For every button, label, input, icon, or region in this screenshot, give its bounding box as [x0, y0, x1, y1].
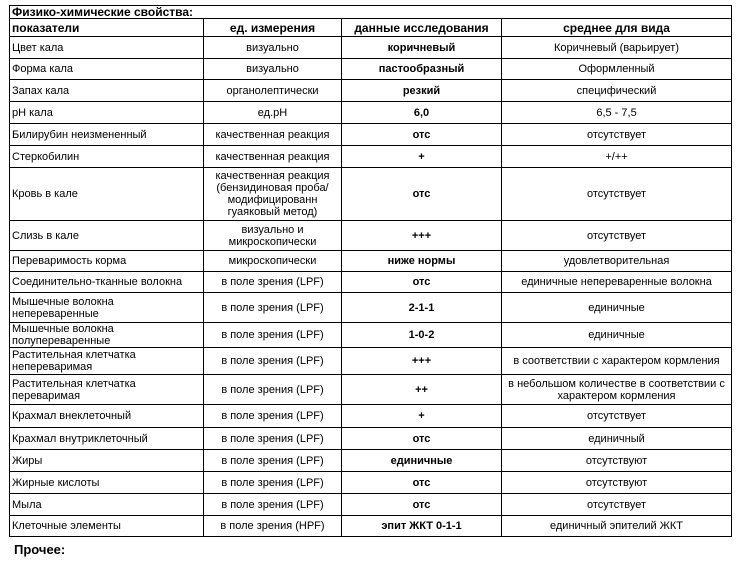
- row-result: отс: [342, 494, 502, 516]
- table-row: [10, 168, 732, 221]
- row-unit: органолептически: [204, 80, 342, 102]
- row-result: эпит ЖКТ 0-1-1: [342, 516, 502, 537]
- row-unit: визуально и микроскопически: [204, 221, 342, 251]
- physico-chemical-table: [9, 5, 732, 537]
- row-result: 1-0-2: [342, 323, 502, 348]
- row-reference: удовлетворительная: [502, 251, 732, 272]
- row-result: отс: [342, 124, 502, 146]
- table-title: Физико-химические свойства:: [10, 6, 732, 19]
- table-row: [10, 146, 732, 168]
- row-reference: единичный: [502, 428, 732, 450]
- row-reference: отсутствует: [502, 494, 732, 516]
- row-unit: в поле зрения (LPF): [204, 348, 342, 375]
- row-unit: в поле зрения (LPF): [204, 293, 342, 323]
- table-row: [10, 405, 732, 428]
- row-result: +++: [342, 348, 502, 375]
- table-row: [10, 102, 732, 124]
- row-unit: в поле зрения (LPF): [204, 494, 342, 516]
- row-reference: единичные непереваренные волокна: [502, 272, 732, 293]
- table-row: [10, 323, 732, 348]
- row-result: отс: [342, 272, 502, 293]
- row-result: отс: [342, 472, 502, 494]
- row-unit: визуально: [204, 59, 342, 80]
- row-result: коричневый: [342, 37, 502, 59]
- row-reference: в небольшом количестве в соответствии с характером кормления: [502, 375, 732, 405]
- header-indicator: показатели: [10, 19, 204, 37]
- table-row: [10, 37, 732, 59]
- row-indicator: Мышечные волокна непереваренные: [10, 293, 204, 323]
- row-indicator: Мышечные волокна полупереваренные: [10, 323, 204, 348]
- row-result: 6,0: [342, 102, 502, 124]
- row-indicator: Запах кала: [10, 80, 204, 102]
- row-reference: отсутствуют: [502, 472, 732, 494]
- row-unit: в поле зрения (LPF): [204, 375, 342, 405]
- table-row: [10, 80, 732, 102]
- row-result: ++: [342, 375, 502, 405]
- table-row: [10, 472, 732, 494]
- row-indicator: Соединительно-тканные волокна: [10, 272, 204, 293]
- row-result: +: [342, 405, 502, 428]
- row-reference: в соответствии с характером кормления: [502, 348, 732, 375]
- row-unit: качественная реакция: [204, 124, 342, 146]
- row-unit: микроскопически: [204, 251, 342, 272]
- row-unit: в поле зрения (HPF): [204, 516, 342, 537]
- table-row: [10, 221, 732, 251]
- row-indicator: Слизь в кале: [10, 221, 204, 251]
- row-indicator: Цвет кала: [10, 37, 204, 59]
- row-unit: в поле зрения (LPF): [204, 272, 342, 293]
- row-reference: отсутствует: [502, 124, 732, 146]
- row-result: отс: [342, 168, 502, 221]
- row-reference: Коричневый (варьирует): [502, 37, 732, 59]
- row-unit: качественная реакция: [204, 146, 342, 168]
- table-row: [10, 251, 732, 272]
- row-reference: 6,5 - 7,5: [502, 102, 732, 124]
- row-indicator: Мыла: [10, 494, 204, 516]
- row-reference: отсутствует: [502, 168, 732, 221]
- row-reference: единичный эпителий ЖКТ: [502, 516, 732, 537]
- table-row: [10, 124, 732, 146]
- header-unit: ед. измерения: [204, 19, 342, 37]
- row-unit: в поле зрения (LPF): [204, 428, 342, 450]
- row-unit: в поле зрения (LPF): [204, 323, 342, 348]
- row-reference: специфический: [502, 80, 732, 102]
- row-unit: качественная реакция (бензидиновая проба/модифицированн гуаяковый метод): [204, 168, 342, 221]
- row-indicator: Крахмал внутриклеточный: [10, 428, 204, 450]
- row-reference: Оформленный: [502, 59, 732, 80]
- table-row: [10, 494, 732, 516]
- row-unit: ед.pH: [204, 102, 342, 124]
- row-reference: отсутствуют: [502, 450, 732, 472]
- table-row: [10, 293, 732, 323]
- table-row: [10, 516, 732, 537]
- row-reference: единичные: [502, 323, 732, 348]
- row-unit: в поле зрения (LPF): [204, 405, 342, 428]
- row-result: отс: [342, 428, 502, 450]
- row-result: единичные: [342, 450, 502, 472]
- header-result: данные исследования: [342, 19, 502, 37]
- row-unit: в поле зрения (LPF): [204, 472, 342, 494]
- other-section-label: Прочее:: [14, 542, 66, 557]
- row-indicator: pH кала: [10, 102, 204, 124]
- table-row: [10, 272, 732, 293]
- row-reference: +/++: [502, 146, 732, 168]
- row-indicator: Крахмал внеклеточный: [10, 405, 204, 428]
- row-result: 2-1-1: [342, 293, 502, 323]
- row-result: ниже нормы: [342, 251, 502, 272]
- row-unit: в поле зрения (LPF): [204, 450, 342, 472]
- row-unit: визуально: [204, 37, 342, 59]
- row-reference: отсутствует: [502, 221, 732, 251]
- row-result: +: [342, 146, 502, 168]
- row-indicator: Растительная клетчатка непереваримая: [10, 348, 204, 375]
- table-row: [10, 428, 732, 450]
- table-row: [10, 59, 732, 80]
- row-reference: единичные: [502, 293, 732, 323]
- row-indicator: Стеркобилин: [10, 146, 204, 168]
- row-indicator: Жирные кислоты: [10, 472, 204, 494]
- row-indicator: Форма кала: [10, 59, 204, 80]
- table-row: [10, 375, 732, 405]
- header-reference: среднее для вида: [502, 19, 732, 37]
- row-indicator: Клеточные элементы: [10, 516, 204, 537]
- row-result: резкий: [342, 80, 502, 102]
- row-indicator: Билирубин неизмененный: [10, 124, 204, 146]
- row-indicator: Кровь в кале: [10, 168, 204, 221]
- row-reference: отсутствует: [502, 405, 732, 428]
- table-row: [10, 450, 732, 472]
- row-indicator: Растительная клетчатка переваримая: [10, 375, 204, 405]
- row-indicator: Жиры: [10, 450, 204, 472]
- table-row: [10, 348, 732, 375]
- row-result: +++: [342, 221, 502, 251]
- row-indicator: Переваримость корма: [10, 251, 204, 272]
- row-result: пастообразный: [342, 59, 502, 80]
